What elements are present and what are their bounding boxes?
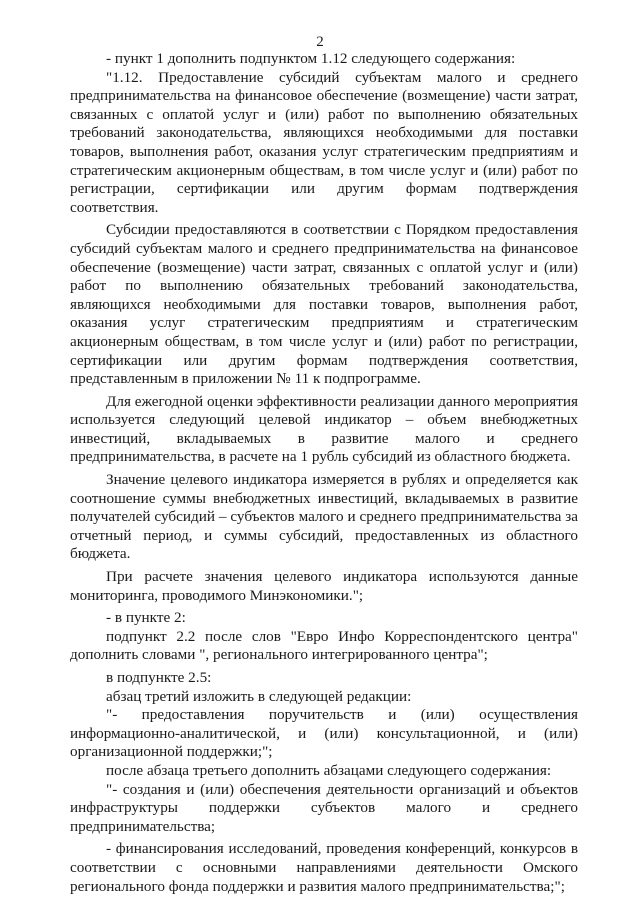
paragraph-monitoring-data: При расчете значения целевого индикатора используются данные мониторинга, проводимого Минэкономики.";	[70, 568, 578, 604]
paragraph-add-abzacs: после абзаца третьего дополнить абзацами следующего содержания:	[106, 761, 552, 779]
paragraph-guarantees: "- предоставления поручительств и (или) осуществления информационно-аналитической, и (или) консультационной, и (или) организационной поддержки;";	[70, 706, 578, 761]
paragraph-efficiency-indicator: Для ежегодной оценки эффективности реализации данного мероприятия используется следующий целевой индикатор – объем внебюджетных инвестиций, вкладываемых в развитие малого и среднего предпринимательства, в расчете на 1 рубль субсидий из областного бюджета.	[70, 392, 578, 466]
paragraph-indicator-value: Значение целевого индикатора измеряется в рублях и определяется как соотношение суммы внебюджетных инвестиций, вкладываемых в развитие получателей субсидий – субъектов малого и среднего предпринимательства за отчетный период, и суммы субсидий, предоставленных из областного бюджета.	[70, 471, 578, 563]
paragraph-third-abzac: абзац третий изложить в следующей редакции:	[106, 687, 412, 705]
paragraph-infrastructure: "- создания и (или) обеспечения деятельности организаций и объектов инфраструктуры поддержки субъектов малого и среднего предпринимательства;	[70, 780, 578, 835]
document-body	[70, 50, 578, 896]
paragraph-subpoint-2-2: подпункт 2.2 после слов "Евро Инфо Корреспондентского центра" дополнить словами ", регионального интегрированного центра";	[70, 627, 578, 664]
paragraph-point-2: - в пункте 2:	[106, 609, 186, 627]
paragraph-subsidies-procedure: Субсидии предоставляются в соответствии с Порядком предоставления субсидий субъектам малого и среднего предпринимательства на финансовое обеспечение (возмещение) части затрат, связанных с оплатой услуг и (или) работ по выполнению обязательных требований законодательства, являющихся необходимыми для поставки товаров, выполнения работ, оказания услуг стратегическим предприятиям и стратегическим акционерным обществам, в том числе услуг и (или) работ по регистрации, сертификации или другим формам подтверждения соответствия, представленным в приложении № 11 к подпрограмме.	[70, 221, 578, 388]
paragraph-subpoint-2-5: в подпункте 2.5:	[106, 669, 212, 686]
paragraph-subpoint-1-12: "1.12. Предоставление субсидий субъектам малого и среднего предпринимательства на финансовое обеспечение (возмещение) части затрат, связанных с оплатой услуг и (или) работ по выполнению обязательных требований законодательства, являющихся необходимыми для поставки товаров, выполнения работ, оказания услуг стратегическим предприятиям и стратегическим акционерным обществам, в том числе услуг и (или) работ по регистрации, сертификации или другим формам подтверждения соответствия.	[70, 68, 578, 216]
paragraph-research-financing: - финансирования исследований, проведения конференций, конкурсов в соответствии с основными направлениями деятельности Омского регионального фонда поддержки и развития малого предпринимательства;";	[70, 840, 578, 895]
paragraph-amend-point-1: - пункт 1 дополнить подпунктом 1.12 следующего содержания:	[106, 50, 516, 67]
page-number: 2	[316, 34, 324, 50]
